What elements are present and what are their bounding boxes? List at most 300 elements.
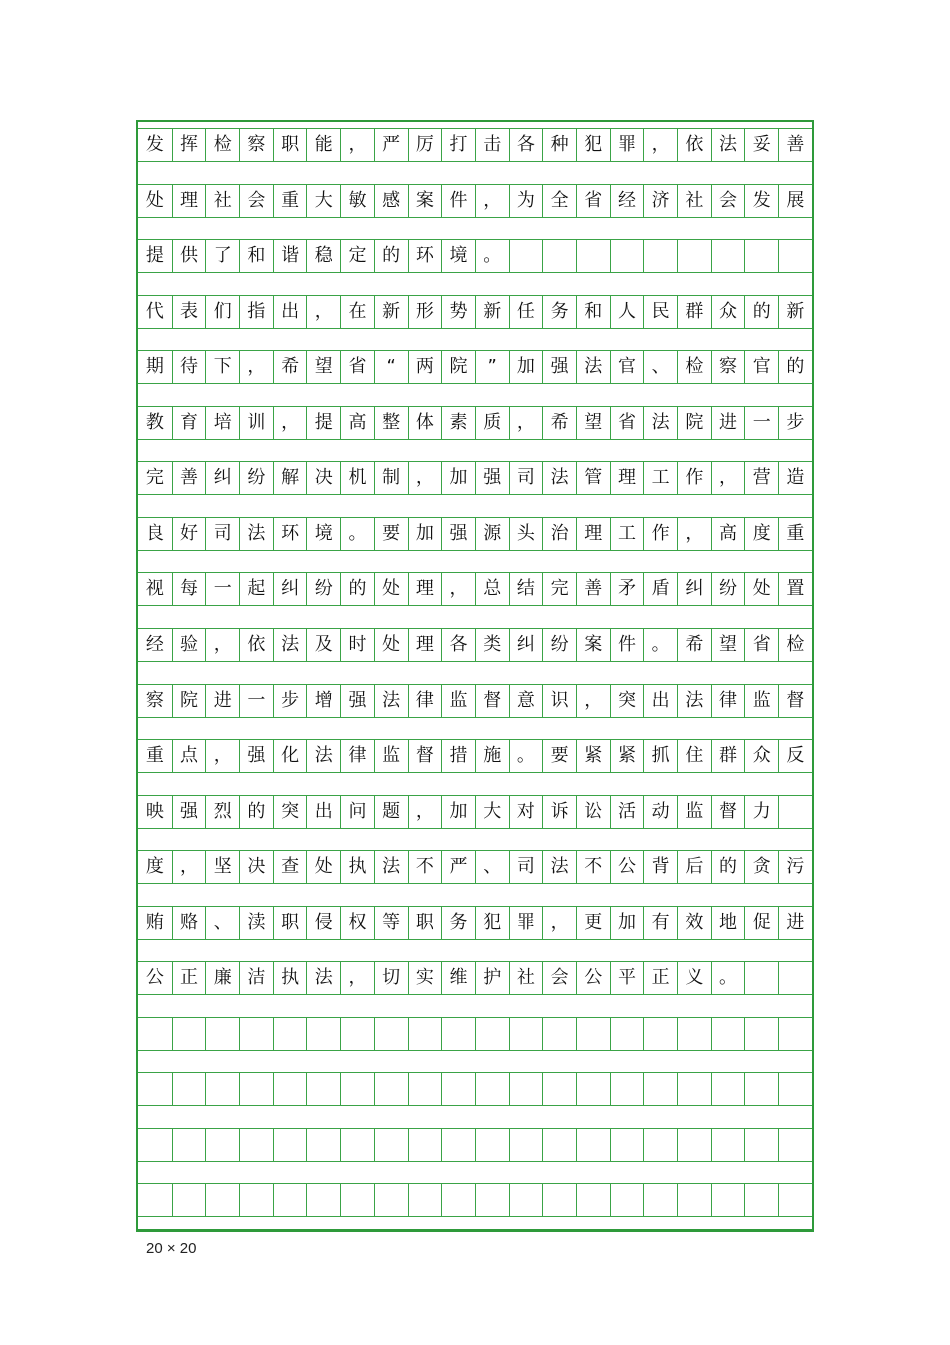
grid-cell — [138, 1184, 172, 1216]
grid-cell: 动 — [643, 796, 677, 828]
grid-cell: 步 — [778, 407, 812, 439]
grid-row — [138, 128, 812, 162]
grid-cell: 、 — [475, 851, 509, 883]
grid-cell: 突 — [273, 796, 307, 828]
grid-row — [138, 850, 812, 884]
grid-cell: 种 — [542, 129, 576, 161]
grid-cell: 理 — [610, 462, 644, 494]
grid-cell — [340, 1184, 374, 1216]
grid-cell — [744, 962, 778, 994]
grid-cell: ， — [576, 685, 610, 717]
grid-cell: 维 — [441, 962, 475, 994]
grid-cell: 处 — [374, 629, 408, 661]
grid-cell: 制 — [374, 462, 408, 494]
grid-cell: 出 — [273, 296, 307, 328]
grid-cell: 公 — [145, 967, 164, 989]
grid-cell: 任 — [509, 296, 543, 328]
grid-cell: 加 — [509, 351, 543, 383]
grid-cell: 映 — [145, 800, 164, 822]
grid-cell: 法 — [576, 351, 610, 383]
grid-cell — [542, 1073, 576, 1105]
grid-cell: 出 — [643, 685, 677, 717]
grid-cell — [576, 1073, 610, 1105]
grid-cell: 置 — [778, 573, 812, 605]
grid-cell: 厉 — [408, 129, 442, 161]
grid-cell: 希 — [542, 407, 576, 439]
grid-cell — [172, 1018, 206, 1050]
grid-cell: 群 — [711, 740, 745, 772]
grid-cell: 法 — [374, 685, 408, 717]
grid-cell — [711, 240, 745, 272]
grid-cell — [475, 1184, 509, 1216]
grid-cell: 进 — [711, 407, 745, 439]
grid-cell — [576, 1129, 610, 1161]
grid-cell: 有 — [643, 907, 677, 939]
grid-cell — [643, 1073, 677, 1105]
grid-cell: 案 — [408, 185, 442, 217]
grid-cell: 代 — [145, 300, 164, 322]
grid-cell — [475, 1018, 509, 1050]
grid-cell: 人 — [610, 296, 644, 328]
grid-cell: 监 — [677, 796, 711, 828]
grid-cell: 赂 — [172, 907, 206, 939]
grid-cell: 作 — [677, 462, 711, 494]
grid-cell: 形 — [408, 296, 442, 328]
grid-cell: 望 — [306, 351, 340, 383]
grid-cell: 。 — [475, 240, 509, 272]
grid-cell: 高 — [711, 518, 745, 550]
grid-cell: 全 — [542, 185, 576, 217]
grid-cell: 职 — [273, 907, 307, 939]
grid-cell: 坚 — [205, 851, 239, 883]
grid-cell: 源 — [475, 518, 509, 550]
grid-cell: 管 — [576, 462, 610, 494]
grid-cell: 正 — [643, 962, 677, 994]
grid-cell: 妥 — [744, 129, 778, 161]
grid-cell — [643, 240, 677, 272]
grid-row — [138, 406, 812, 440]
grid-cell: 地 — [711, 907, 745, 939]
grid-cell: 督 — [778, 685, 812, 717]
grid-cell: 官 — [610, 351, 644, 383]
grid-cell — [239, 1073, 273, 1105]
grid-cell — [744, 1184, 778, 1216]
grid-cell: 盾 — [643, 573, 677, 605]
grid-cell: 实 — [408, 962, 442, 994]
grid-cell — [239, 1018, 273, 1050]
grid-cell — [542, 1129, 576, 1161]
grid-cell: 众 — [711, 296, 745, 328]
grid-cell: 大 — [475, 796, 509, 828]
grid-cell: 法 — [542, 851, 576, 883]
grid-row — [138, 350, 812, 384]
grid-cell: 完 — [145, 467, 164, 489]
grid-cell: 一 — [744, 407, 778, 439]
grid-row — [138, 739, 812, 773]
grid-cell: 验 — [172, 629, 206, 661]
grid-cell: 纷 — [711, 573, 745, 605]
grid-cell: 渎 — [239, 907, 273, 939]
grid-cell — [643, 1018, 677, 1050]
grid-cell: 会 — [542, 962, 576, 994]
grid-cell: 活 — [610, 796, 644, 828]
grid-cell: 效 — [677, 907, 711, 939]
grid-cell — [610, 1018, 644, 1050]
grid-cell — [374, 1073, 408, 1105]
grid-cell — [374, 1184, 408, 1216]
grid-cell — [643, 1129, 677, 1161]
grid-cell: 点 — [172, 740, 206, 772]
grid-cell: 环 — [408, 240, 442, 272]
grid-cell — [778, 240, 812, 272]
grid-cell: 纠 — [273, 573, 307, 605]
grid-cell: 洁 — [239, 962, 273, 994]
grid-cell: 提 — [306, 407, 340, 439]
grid-cell: 谐 — [273, 240, 307, 272]
grid-cell — [509, 1184, 543, 1216]
grid-cell: 挥 — [172, 129, 206, 161]
grid-cell: 决 — [239, 851, 273, 883]
grid-cell: 题 — [374, 796, 408, 828]
grid-cell: 重 — [273, 185, 307, 217]
grid-cell: 们 — [205, 296, 239, 328]
grid-cell — [744, 240, 778, 272]
grid-cell — [408, 1129, 442, 1161]
grid-cell: 义 — [677, 962, 711, 994]
grid-cell: 罪 — [509, 907, 543, 939]
grid-cell: 贿 — [145, 911, 164, 933]
grid-cell: 法 — [677, 685, 711, 717]
grid-cell: 法 — [542, 462, 576, 494]
grid-cell — [778, 962, 812, 994]
grid-cell: 指 — [239, 296, 273, 328]
grid-cell: 完 — [542, 573, 576, 605]
grid-cell: 省 — [576, 185, 610, 217]
grid-cell: 营 — [744, 462, 778, 494]
grid-cell: 工 — [610, 518, 644, 550]
grid-cell: 善 — [778, 129, 812, 161]
grid-cell: 贪 — [744, 851, 778, 883]
grid-cell: 抓 — [643, 740, 677, 772]
grid-cell: 理 — [408, 573, 442, 605]
grid-cell — [408, 1184, 442, 1216]
grid-cell: 诉 — [542, 796, 576, 828]
grid-cell: 发 — [145, 134, 164, 155]
grid-cell: 问 — [340, 796, 374, 828]
grid-row — [138, 684, 812, 718]
grid-cell: 度 — [744, 518, 778, 550]
grid-cell: 罪 — [610, 129, 644, 161]
grid-cell: ， — [340, 962, 374, 994]
grid-cell — [711, 1184, 745, 1216]
grid-cell: 稳 — [306, 240, 340, 272]
grid-cell: 供 — [172, 240, 206, 272]
grid-cell: 监 — [374, 740, 408, 772]
grid-row — [138, 795, 812, 829]
grid-cell: 污 — [778, 851, 812, 883]
grid-cell — [677, 1184, 711, 1216]
grid-cell: 了 — [205, 240, 239, 272]
grid-cell: 造 — [778, 462, 812, 494]
grid-cell — [340, 1073, 374, 1105]
grid-cell — [306, 1018, 340, 1050]
grid-cell: 执 — [273, 962, 307, 994]
grid-cell: 的 — [374, 240, 408, 272]
grid-cell: 察 — [711, 351, 745, 383]
grid-cell: ， — [542, 907, 576, 939]
grid-cell: 为 — [509, 185, 543, 217]
grid-cell: 院 — [441, 351, 475, 383]
grid-cell — [677, 1018, 711, 1050]
grid-cell — [509, 240, 543, 272]
grid-cell: 官 — [744, 351, 778, 383]
grid-cell — [273, 1073, 307, 1105]
grid-cell: 社 — [205, 185, 239, 217]
grid-cell: 督 — [711, 796, 745, 828]
grid-cell: 善 — [576, 573, 610, 605]
grid-cell — [441, 1018, 475, 1050]
grid-row — [138, 1072, 812, 1106]
grid-cell: 及 — [306, 629, 340, 661]
grid-cell: 处 — [306, 851, 340, 883]
grid-cell — [778, 1184, 812, 1216]
grid-cell — [509, 1073, 543, 1105]
grid-cell: 。 — [643, 629, 677, 661]
grid-cell: 职 — [273, 129, 307, 161]
grid-cell — [138, 1129, 172, 1161]
grid-cell: 紧 — [610, 740, 644, 772]
grid-cell: 公 — [576, 962, 610, 994]
grid-cell: 司 — [509, 851, 543, 883]
grid-cell — [172, 1073, 206, 1105]
grid-cell: 的 — [239, 796, 273, 828]
grid-cell — [576, 1018, 610, 1050]
grid-cell: 要 — [374, 518, 408, 550]
grid-cell — [239, 1184, 273, 1216]
grid-cell — [711, 1073, 745, 1105]
grid-cell: 法 — [711, 129, 745, 161]
grid-cell: ， — [643, 129, 677, 161]
grid-cell: 法 — [239, 518, 273, 550]
grid-cell: 重 — [145, 745, 164, 767]
grid-cell — [677, 1129, 711, 1161]
grid-row — [138, 572, 812, 606]
grid-row — [138, 517, 812, 551]
grid-cell: ， — [273, 407, 307, 439]
grid-cell — [340, 1129, 374, 1161]
grid-cell: ” — [475, 351, 509, 383]
grid-cell: 更 — [576, 907, 610, 939]
grid-cell: 律 — [711, 685, 745, 717]
grid-cell: 两 — [408, 351, 442, 383]
grid-cell — [340, 1018, 374, 1050]
grid-cell — [273, 1184, 307, 1216]
grid-cell: 严 — [441, 851, 475, 883]
grid-cell: 大 — [306, 185, 340, 217]
grid-cell: ， — [711, 462, 745, 494]
grid-cell: 件 — [441, 185, 475, 217]
grid-cell — [441, 1129, 475, 1161]
grid-cell: 增 — [306, 685, 340, 717]
grid-row — [138, 961, 812, 995]
grid-cell: 培 — [205, 407, 239, 439]
grid-cell: 检 — [778, 629, 812, 661]
grid-cell: 新 — [374, 296, 408, 328]
grid-cell: ， — [172, 851, 206, 883]
grid-row — [138, 1017, 812, 1051]
grid-cell: 职 — [408, 907, 442, 939]
manuscript-grid-paper — [136, 120, 814, 1232]
grid-cell — [172, 1129, 206, 1161]
grid-cell: 社 — [677, 185, 711, 217]
grid-cell: 社 — [509, 962, 543, 994]
grid-cell: 司 — [205, 518, 239, 550]
grid-cell: 进 — [778, 907, 812, 939]
grid-cell — [711, 1129, 745, 1161]
grid-cell: 省 — [744, 629, 778, 661]
grid-cell — [778, 1073, 812, 1105]
grid-cell: 察 — [239, 129, 273, 161]
grid-cell: 矛 — [610, 573, 644, 605]
grid-cell: 发 — [744, 185, 778, 217]
grid-cell: 善 — [172, 462, 206, 494]
grid-cell: 不 — [576, 851, 610, 883]
grid-cell: ， — [677, 518, 711, 550]
grid-cell: 境 — [441, 240, 475, 272]
grid-cell: 护 — [475, 962, 509, 994]
grid-cell — [778, 796, 812, 828]
grid-cell: 监 — [441, 685, 475, 717]
grid-cell: 每 — [172, 573, 206, 605]
grid-cell: 公 — [610, 851, 644, 883]
grid-cell: 法 — [643, 407, 677, 439]
grid-cell: 的 — [778, 351, 812, 383]
grid-cell: 执 — [340, 851, 374, 883]
grid-cell — [509, 1129, 543, 1161]
grid-cell: 讼 — [576, 796, 610, 828]
grid-cell: 识 — [542, 685, 576, 717]
grid-cell: 民 — [643, 296, 677, 328]
grid-cell: 法 — [306, 962, 340, 994]
grid-cell: 众 — [744, 740, 778, 772]
grid-cell: 下 — [205, 351, 239, 383]
grid-cell: 理 — [576, 518, 610, 550]
grid-cell: 加 — [441, 796, 475, 828]
grid-cell — [542, 1184, 576, 1216]
grid-row — [138, 461, 812, 495]
grid-cell: 时 — [340, 629, 374, 661]
grid-cell: 步 — [273, 685, 307, 717]
grid-cell — [138, 1018, 172, 1050]
grid-cell: 能 — [306, 129, 340, 161]
grid-cell: 出 — [306, 796, 340, 828]
grid-cell: 反 — [778, 740, 812, 772]
grid-cell: 律 — [408, 685, 442, 717]
grid-cell: 务 — [542, 296, 576, 328]
grid-cell: 烈 — [205, 796, 239, 828]
grid-cell: 。 — [509, 740, 543, 772]
grid-cell: 法 — [273, 629, 307, 661]
grid-cell — [610, 240, 644, 272]
grid-cell: 理 — [408, 629, 442, 661]
grid-cell: 监 — [744, 685, 778, 717]
grid-cell: 依 — [239, 629, 273, 661]
grid-cell: 处 — [744, 573, 778, 605]
grid-cell: 的 — [711, 851, 745, 883]
grid-cell: 严 — [374, 129, 408, 161]
grid-cell: 突 — [610, 685, 644, 717]
grid-cell: 查 — [273, 851, 307, 883]
grid-cell: 处 — [145, 189, 164, 211]
grid-cell — [677, 240, 711, 272]
grid-cell: 加 — [610, 907, 644, 939]
grid-cell: 良 — [145, 522, 164, 544]
grid-cell: 、 — [643, 351, 677, 383]
grid-cell: 新 — [475, 296, 509, 328]
grid-cell: 展 — [778, 185, 812, 217]
grid-cell: 望 — [711, 629, 745, 661]
grid-cell: ， — [509, 407, 543, 439]
grid-cell: 。 — [711, 962, 745, 994]
grid-cell: 等 — [374, 907, 408, 939]
grid-cell: 廉 — [205, 962, 239, 994]
grid-cell: 敏 — [340, 185, 374, 217]
grid-cell: 案 — [576, 629, 610, 661]
grid-cell: 件 — [610, 629, 644, 661]
grid-cell: 群 — [677, 296, 711, 328]
grid-cell: 整 — [374, 407, 408, 439]
grid-cell: ， — [475, 185, 509, 217]
grid-cell: “ — [374, 351, 408, 383]
grid-cell: 住 — [677, 740, 711, 772]
grid-cell: 期 — [145, 356, 164, 378]
grid-cell: 和 — [576, 296, 610, 328]
grid-cell: 纠 — [677, 573, 711, 605]
grid-cell — [643, 1184, 677, 1216]
grid-cell — [408, 1018, 442, 1050]
grid-cell: 待 — [172, 351, 206, 383]
grid-cell: 法 — [306, 740, 340, 772]
grid-cell: 加 — [408, 518, 442, 550]
grid-cell: 依 — [677, 129, 711, 161]
grid-cell: 平 — [610, 962, 644, 994]
grid-cell: 教 — [145, 411, 164, 433]
grid-cell — [475, 1073, 509, 1105]
grid-cell — [205, 1018, 239, 1050]
grid-cell — [744, 1129, 778, 1161]
grid-cell — [408, 1073, 442, 1105]
grid-cell: 切 — [374, 962, 408, 994]
grid-cell: 进 — [205, 685, 239, 717]
grid-cell — [172, 1184, 206, 1216]
grid-cell — [542, 240, 576, 272]
grid-cell: 省 — [340, 351, 374, 383]
grid-cell — [610, 1184, 644, 1216]
grid-cell: 加 — [441, 462, 475, 494]
grid-cell: 司 — [509, 462, 543, 494]
grid-cell: 类 — [475, 629, 509, 661]
grid-cell: 。 — [340, 518, 374, 550]
grid-cell — [610, 1073, 644, 1105]
grid-cell — [441, 1184, 475, 1216]
grid-cell: ， — [340, 129, 374, 161]
grid-cell: 侵 — [306, 907, 340, 939]
grid-cell: 会 — [711, 185, 745, 217]
grid-cell — [138, 1073, 172, 1105]
grid-row — [138, 906, 812, 940]
grid-cell — [306, 1129, 340, 1161]
grid-cell: 、 — [205, 907, 239, 939]
